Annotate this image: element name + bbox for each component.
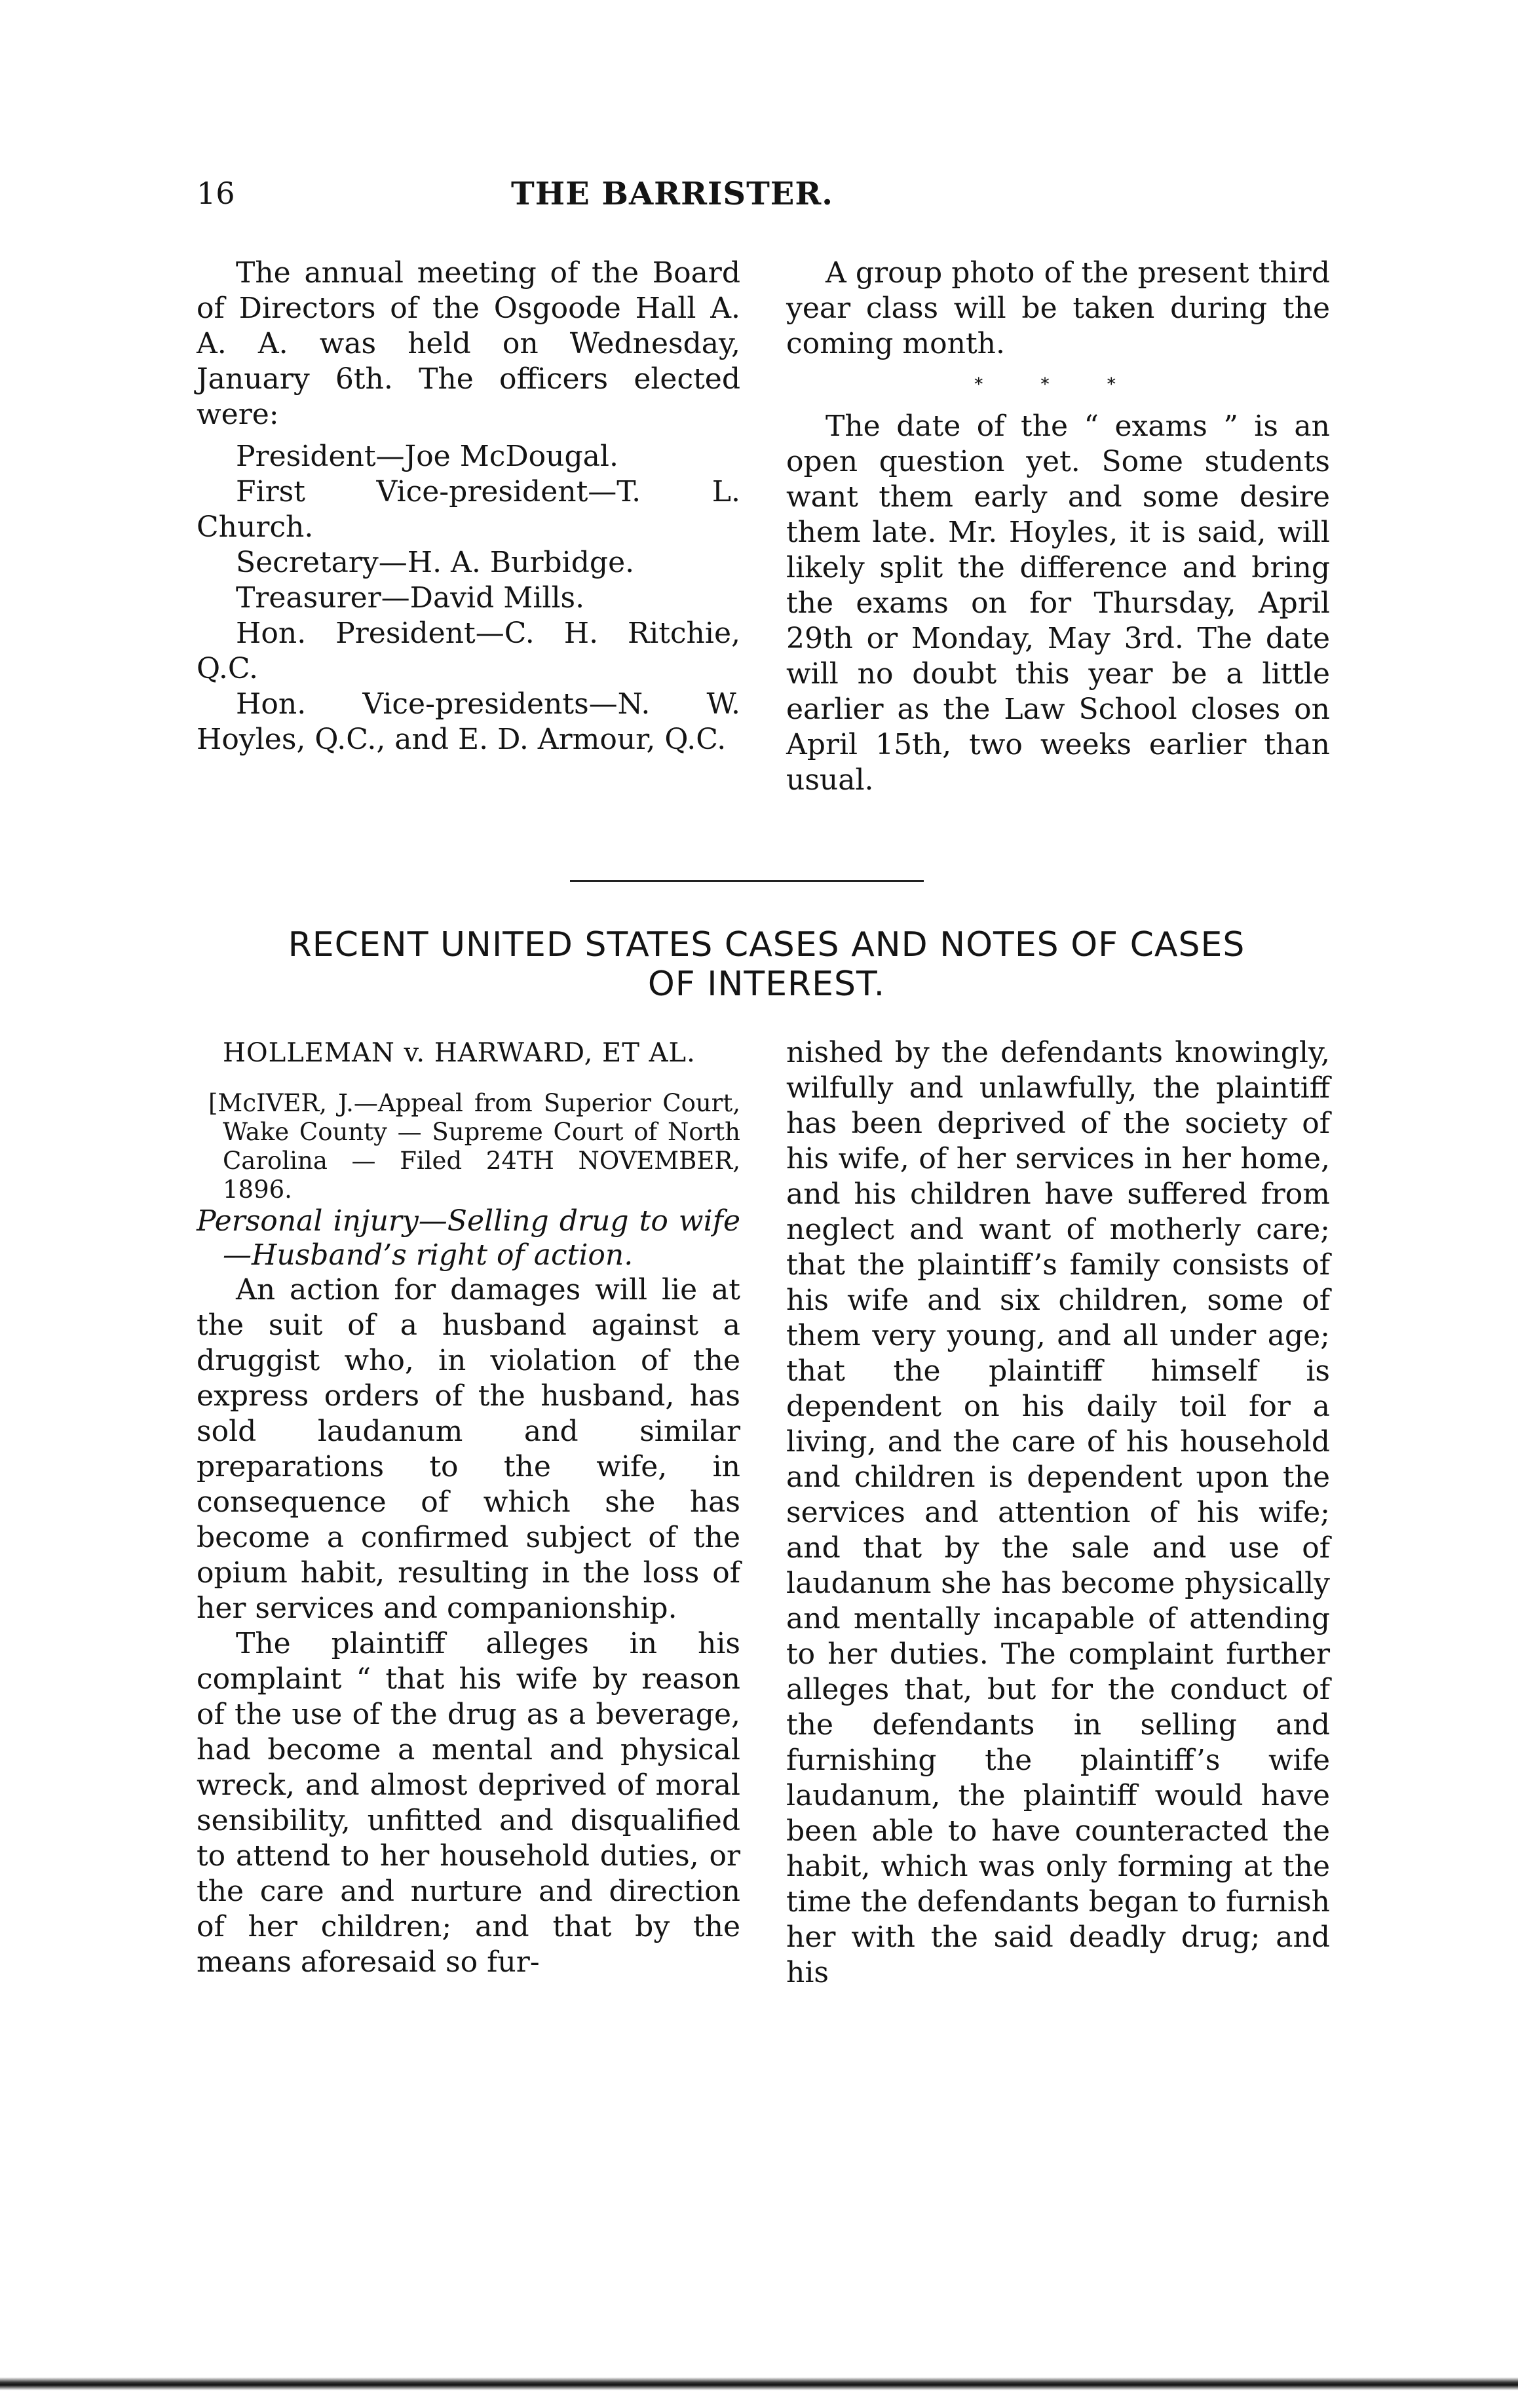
page-number: 16 — [197, 176, 235, 211]
case-title: HOLLEMAN v. HARWARD, ET AL. — [223, 1038, 696, 1068]
section-stars: * * * — [974, 375, 1142, 394]
case-summary: An action for damages will lie at the suit of a husband against a druggist who, in violation of the express orders of the husband, has sold laudanum and similar preparations to the wife, in consequence of which she has become a confirmed subject of the opium habit, resulting in the loss of her services and companionship. — [197, 1273, 740, 1625]
group-photo-note: A group photo of the present third year class will be taken during the coming month. — [786, 256, 1330, 360]
case-complaint-start: The plaintiff alleges in his complaint “ that his wife by reason of the use of the drug as a beverage, had become a mental and physical wreck, and almost deprived of moral sensibility, unfitted and disqualified to attend to her household duties, or the care and nurture and direction of her children; and that by the means aforesaid so fur- — [197, 1627, 740, 1979]
officer-president: President—Joe McDougal. — [236, 440, 618, 473]
case-right-column — [786, 1035, 1330, 1991]
officer-secretary: Secretary—H. A. Burbidge. — [236, 546, 635, 579]
left-top-column — [197, 256, 740, 757]
exams-date-note: The date of the “ exams ” is an open question yet. Some students want them early and some desire them late. Mr. Hoyles, it is said, will likely split the difference and bring the exams on for Thursday, April 29th or Monday, May 3rd. The date will no doubt this year be a little earlier as the Law School closes on April 15th, two weeks earlier than usual. — [786, 410, 1330, 797]
meeting-intro: The annual meeting of the Board of Directors of the Osgoode Hall A. A. A. was held on Wednesday, January 6th. The officers elected were: — [197, 256, 740, 431]
section-divider — [570, 880, 924, 882]
officer-hon-president: Hon. President—C. H. Ritchie, Q.C. — [197, 617, 740, 685]
running-title: THE BARRISTER. — [511, 176, 833, 212]
section-title — [190, 925, 1343, 1004]
case-left-column — [197, 1035, 740, 1980]
case-complaint-continued: nished by the defendants knowingly, wilfully and unlawfully, the plaintiff has been deprived of the society of his wife, of her services in her home, and his children have suffered from neglect and want of motherly care; that the plaintiff’s family consists of his wife and six children, some of them very young, and all under age; that the plaintiff himself is dependent on his daily toil for a living, and the care of his household and children is dependent upon the services and attention of his wife; and that by the sale and use of laudanum she has become physically and mentally incapable of attending to her duties. The complaint further alleges that, but for the conduct of the defendants in selling and furnishing the plaintiff’s wife laudanum, the plaintiff would have been able to have counteracted the habit, which was only forming at the time the defendants began to furnish her with the said deadly drug; and his — [786, 1036, 1330, 1989]
case-citation: [McIVER, J.—Appeal from Superior Court, Wake County — Supreme Court of North Carolina — Filed 24TH NOVEMBER, 1896. — [208, 1089, 740, 1204]
section-title-line-2: OF INTEREST. — [647, 965, 886, 1004]
right-top-column — [786, 256, 1330, 798]
scan-bottom-edge — [0, 2377, 1518, 2390]
officer-hon-vice-presidents: Hon. Vice-presidents—N. W. Hoyles, Q.C., and E. D. Armour, Q.C. — [197, 687, 740, 756]
case-headnote: Personal injury—Selling drug to wife—Husband’s right of action. — [197, 1204, 740, 1272]
officer-first-vice-president: First Vice-president—T. L. Church. — [197, 475, 740, 544]
officer-treasurer: Treasurer—David Mills. — [236, 581, 585, 615]
section-title-line-1: RECENT UNITED STATES CASES AND NOTES OF CASES — [288, 925, 1245, 965]
